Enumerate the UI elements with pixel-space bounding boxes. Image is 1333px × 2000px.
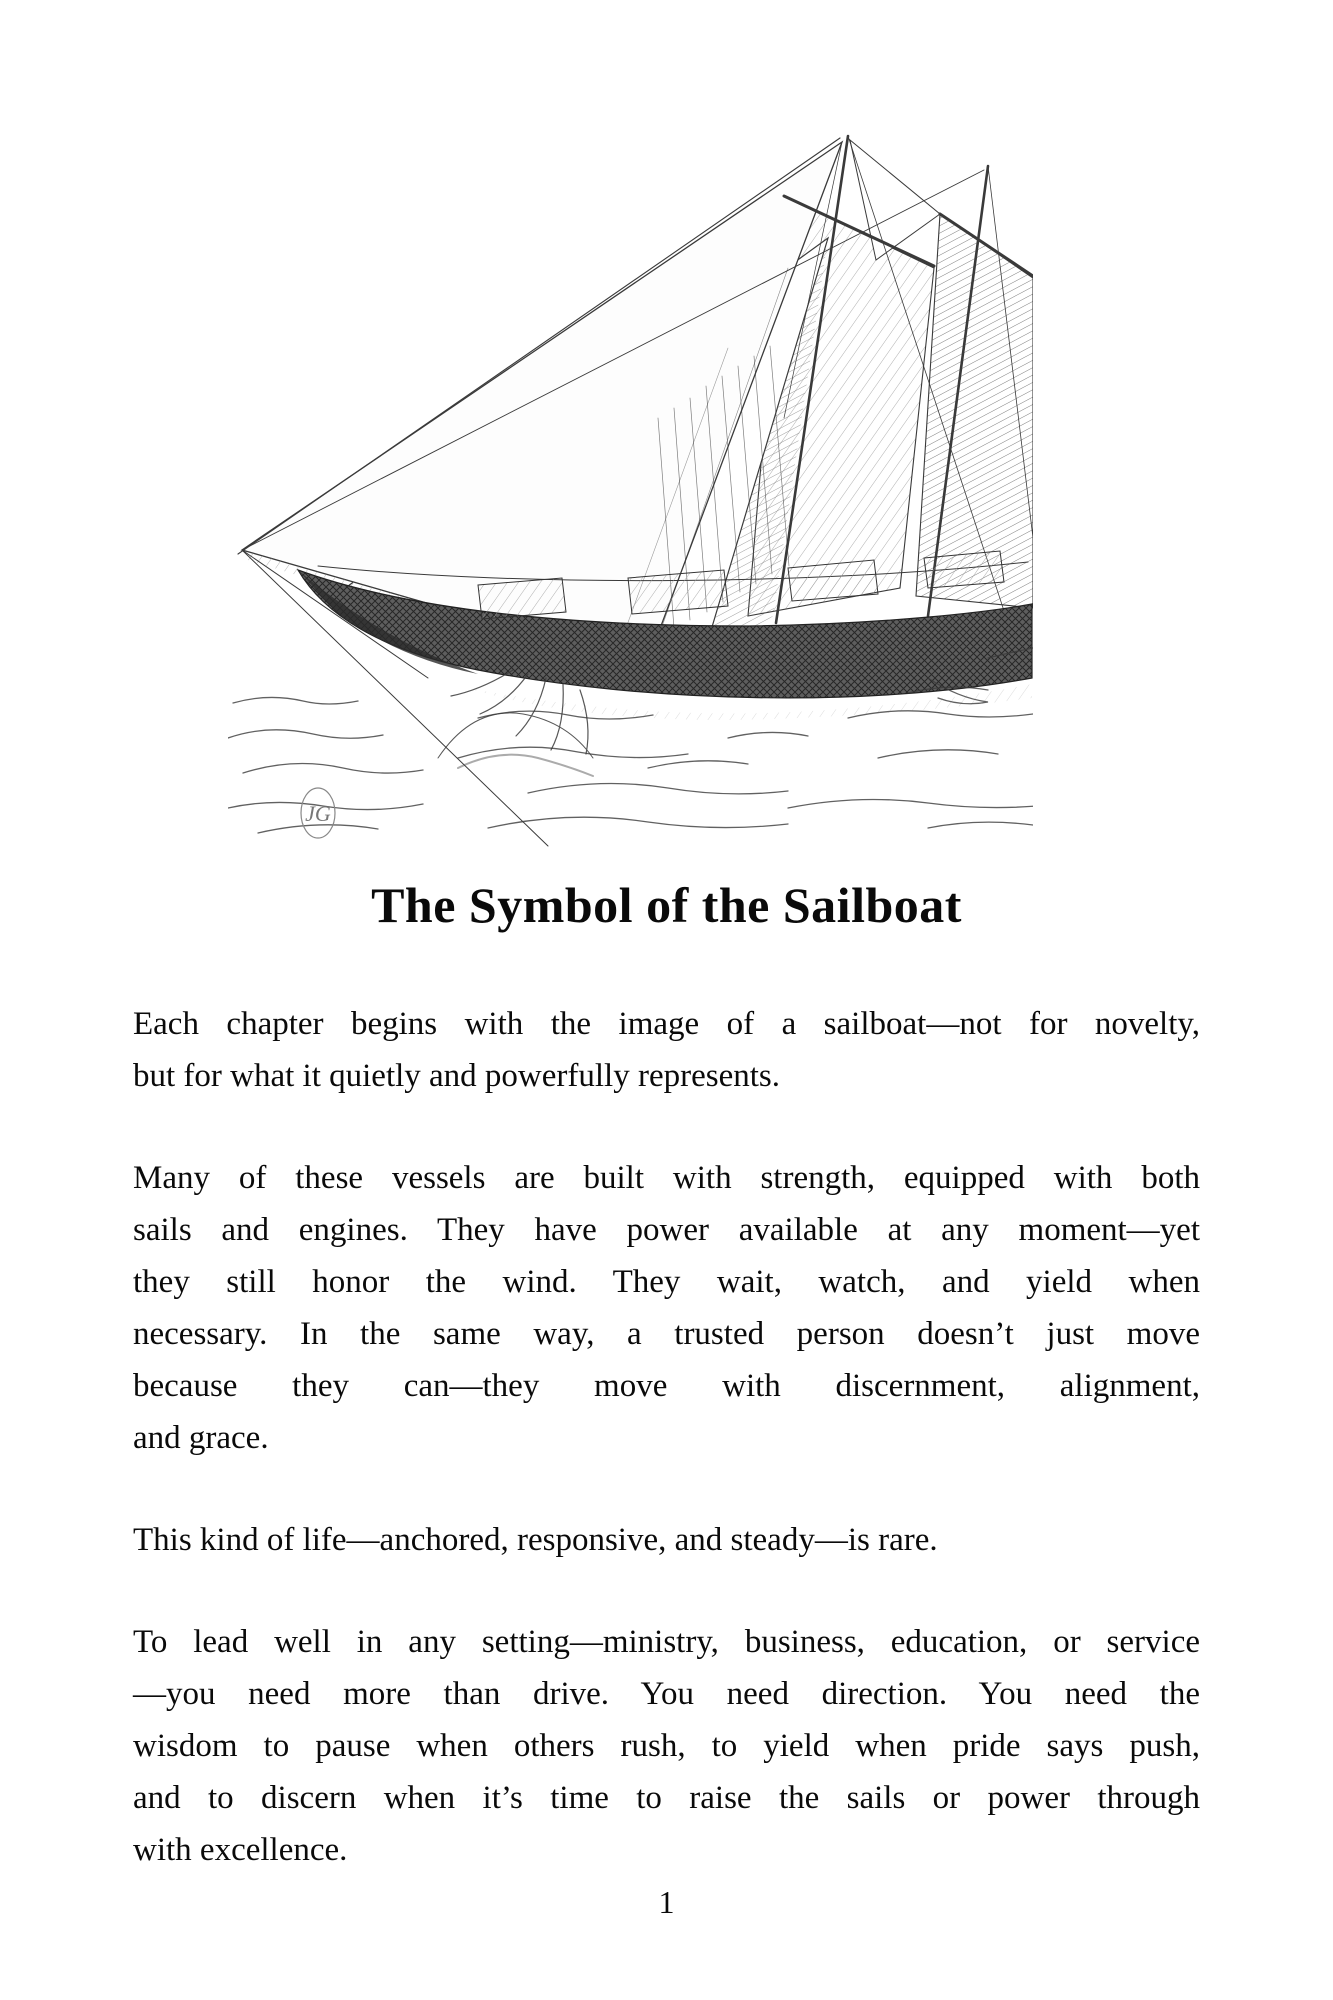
text-line: sails and engines. They have power available at any moment—yet (133, 1212, 1200, 1248)
paragraph (133, 998, 1200, 1102)
artist-monogram (301, 788, 335, 838)
paragraph (133, 1616, 1200, 1876)
text-line: To lead well in any setting—ministry, business, education, or service (133, 1624, 1200, 1660)
text-line: with excellence. (133, 1832, 348, 1868)
text-line: but for what it quietly and powerfully represents. (133, 1058, 780, 1094)
chapter-illustration (228, 118, 1033, 848)
page-title: The Symbol of the Sailboat (371, 877, 962, 933)
text-line: they still honor the wind. They wait, watch, and yield when (133, 1264, 1200, 1300)
text-line: because they can—they move with discernment, alignment, (133, 1368, 1200, 1404)
monogram-text: JG (305, 801, 331, 826)
text-line: Each chapter begins with the image of a sailboat—not for novelty, (133, 1006, 1200, 1042)
text-line: and to discern when it’s time to raise the sails or power through (133, 1780, 1200, 1816)
paragraph (133, 1514, 1200, 1566)
text-line: This kind of life—anchored, responsive, and steady—is rare. (133, 1522, 938, 1558)
bow-splash (438, 670, 593, 776)
text-line: wisdom to pause when others rush, to yield when pride says push, (133, 1728, 1200, 1764)
text-line: necessary. In the same way, a trusted person doesn’t just move (133, 1316, 1200, 1352)
text-line: and grace. (133, 1420, 269, 1456)
sailboat-sketch-icon (228, 118, 1033, 848)
paragraph (133, 1152, 1200, 1464)
text-line: —you need more than drive. You need direction. You need the (133, 1676, 1200, 1712)
body-text (133, 998, 1200, 1926)
text-line: Many of these vessels are built with strength, equipped with both (133, 1160, 1200, 1196)
page-number: 1 (658, 1884, 675, 1920)
